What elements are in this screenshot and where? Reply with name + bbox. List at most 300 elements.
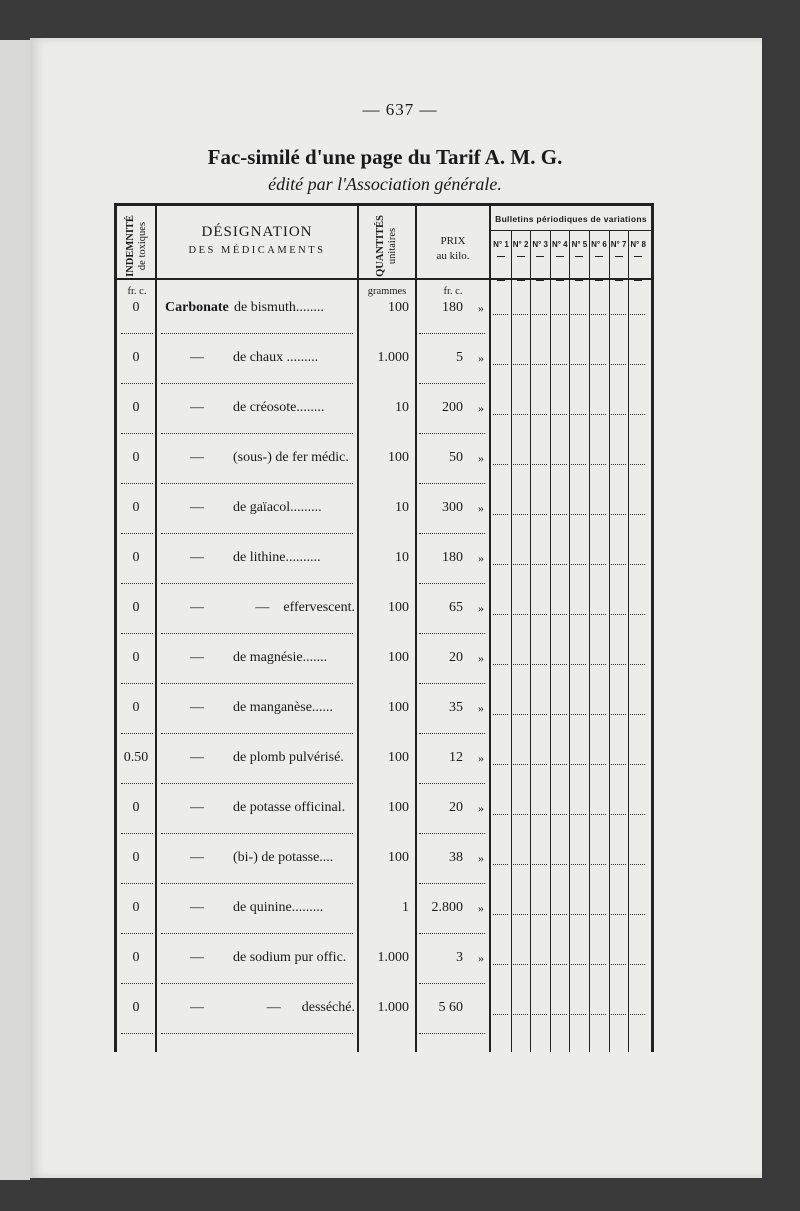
- row-separator: [161, 633, 353, 634]
- bulletin-col-label: N° 4: [551, 240, 568, 249]
- bulletin-col-dash: [615, 280, 623, 281]
- bulletin-dots: [493, 914, 508, 915]
- bulletin-dots: [591, 464, 606, 465]
- row-separator: [419, 383, 485, 384]
- header-prix-title: PRIX: [440, 235, 466, 247]
- bulletin-col-dash: [536, 256, 544, 257]
- bulletin-col-dash: [556, 256, 564, 257]
- row-quantite: 100: [388, 850, 409, 865]
- row-separator: [419, 783, 485, 784]
- row-separator: [161, 833, 353, 834]
- row-indemnite: 0: [132, 800, 140, 815]
- bulletin-dots: [591, 1014, 606, 1015]
- row-mark: »: [478, 551, 484, 565]
- bulletin-dots: [591, 514, 606, 515]
- row-separator: [121, 733, 153, 734]
- bulletin-col-dash: [634, 256, 642, 257]
- bulletin-dots: [532, 414, 547, 415]
- row-prix: 65: [449, 600, 463, 615]
- bulletin-dots: [630, 1014, 645, 1015]
- row-separator: [161, 783, 353, 784]
- bulletin-dots: [513, 414, 528, 415]
- bulletin-dots: [493, 1014, 508, 1015]
- row-medicament: (sous-) de fer médic.: [233, 450, 349, 465]
- row-separator: [419, 933, 485, 934]
- bulletin-dots: [630, 814, 645, 815]
- bulletin-dots: [591, 814, 606, 815]
- bulletin-dots: [611, 814, 626, 815]
- row-prix: 12: [449, 750, 463, 765]
- bulletin-col-label: N° 7: [610, 240, 627, 249]
- bulletin-dots: [611, 864, 626, 865]
- row-separator: [121, 883, 153, 884]
- row-indemnite: 0: [132, 700, 140, 715]
- row-separator: [121, 933, 153, 934]
- row-separator: [419, 683, 485, 684]
- row-separator: [121, 683, 153, 684]
- row-prefix: —: [190, 900, 204, 915]
- bulletin-dots: [493, 314, 508, 315]
- row-separator: [121, 633, 153, 634]
- bulletin-col-dash: [575, 280, 583, 281]
- col-rule: [415, 206, 417, 1052]
- row-medicament: de gaïacol.........: [233, 500, 322, 515]
- row-medicament: de bismuth........: [234, 300, 324, 315]
- row-separator: [419, 633, 485, 634]
- bulletin-dots: [630, 864, 645, 865]
- bulletin-dots: [552, 614, 567, 615]
- bulletin-dots: [552, 414, 567, 415]
- bulletin-dots: [611, 314, 626, 315]
- bulletin-dots: [571, 414, 586, 415]
- row-medicament: de magnésie.......: [233, 650, 328, 665]
- bulletin-dots: [591, 564, 606, 565]
- bulletin-dots: [571, 564, 586, 565]
- bulletin-col-dash: [634, 280, 642, 281]
- row-separator: [419, 433, 485, 434]
- row-separator: [161, 383, 353, 384]
- bulletin-dots: [532, 814, 547, 815]
- bulletin-dots: [513, 914, 528, 915]
- row-quantite: 1.000: [377, 950, 409, 965]
- row-separator: [161, 533, 353, 534]
- row-separator: [121, 433, 153, 434]
- bulletin-col-rule: [628, 230, 629, 1052]
- header-designation-sub: DES MÉDICAMENTS: [188, 245, 326, 256]
- row-prefix: Carbonate: [165, 300, 229, 315]
- bulletin-dots: [552, 814, 567, 815]
- bulletin-dots: [532, 314, 547, 315]
- bulletin-dots: [552, 914, 567, 915]
- bulletin-dots: [591, 714, 606, 715]
- bulletin-dots: [552, 864, 567, 865]
- bulletin-dots: [571, 664, 586, 665]
- row-prix: 5 60: [438, 1000, 463, 1015]
- row-prefix: —: [190, 550, 204, 565]
- row-prefix: —: [190, 950, 204, 965]
- row-separator: [121, 833, 153, 834]
- row-separator: [121, 333, 153, 334]
- bulletin-dots: [493, 864, 508, 865]
- row-prefix: —: [190, 600, 204, 615]
- bulletin-dots: [591, 414, 606, 415]
- bulletin-dots: [513, 714, 528, 715]
- row-medicament: (bi-) de potasse....: [233, 850, 334, 865]
- bulletin-col-label: N° 6: [591, 240, 607, 249]
- bulletin-dots: [591, 964, 606, 965]
- header-quantites-line2: unitaires: [387, 227, 398, 265]
- row-separator: [161, 933, 353, 934]
- bulletin-dots: [493, 514, 508, 515]
- bulletin-dots: [552, 1014, 567, 1015]
- bulletin-dots: [611, 664, 626, 665]
- bulletin-dots: [571, 964, 586, 965]
- row-medicament: de plomb pulvérisé.: [233, 750, 344, 765]
- bulletin-col-rule: [609, 230, 610, 1052]
- row-quantite: 1: [402, 900, 409, 915]
- row-prefix: —: [190, 450, 204, 465]
- bulletin-dots: [630, 314, 645, 315]
- row-separator: [121, 533, 153, 534]
- row-prix: 3: [456, 950, 463, 965]
- row-separator: [161, 1033, 353, 1034]
- bulletin-col-rule: [589, 230, 590, 1052]
- page-number: — 637 —: [362, 100, 438, 119]
- row-medicament: de potasse officinal.: [233, 800, 346, 815]
- bulletin-col-dash: [556, 280, 564, 281]
- bulletin-col-dash: [517, 280, 525, 281]
- bulletin-dots: [552, 564, 567, 565]
- bulletin-dots: [493, 664, 508, 665]
- row-mark: »: [478, 601, 484, 615]
- row-prefix: —: [190, 400, 204, 415]
- bulletin-dots: [630, 564, 645, 565]
- bulletin-header-rule: [491, 230, 651, 231]
- tariff-table: [114, 203, 654, 1052]
- bulletin-col-dash: [575, 256, 583, 257]
- bulletin-dots: [611, 564, 626, 565]
- row-quantite: 100: [388, 600, 409, 615]
- bulletin-dots: [611, 414, 626, 415]
- bulletin-col-label: N° 8: [630, 240, 647, 249]
- row-separator: [121, 483, 153, 484]
- row-separator: [419, 1033, 485, 1034]
- bulletin-dots: [493, 764, 508, 765]
- row-mark: »: [478, 501, 484, 515]
- row-prix: 50: [449, 450, 463, 465]
- row-indemnite: 0: [132, 550, 140, 565]
- bulletin-dots: [611, 614, 626, 615]
- row-medicament: de sodium pur offic.: [233, 950, 347, 965]
- bulletin-dots: [571, 614, 586, 615]
- bulletin-dots: [513, 664, 528, 665]
- bulletin-dots: [532, 864, 547, 865]
- bulletin-col-dash: [595, 256, 603, 257]
- bulletin-dots: [493, 614, 508, 615]
- bulletin-col-label: N° 1: [493, 240, 509, 249]
- row-indemnite: 0: [132, 300, 140, 315]
- row-prix: 180: [442, 550, 463, 565]
- unit-indemnite: fr. c.: [127, 286, 147, 297]
- row-quantite: 100: [388, 650, 409, 665]
- header-indemnite-line1: INDEMNITÉ: [125, 215, 136, 277]
- bulletin-dots: [591, 364, 606, 365]
- bulletin-dots: [571, 814, 586, 815]
- bulletin-dots: [630, 414, 645, 415]
- bulletin-dots: [552, 314, 567, 315]
- row-prix: 20: [449, 800, 463, 815]
- col-rule: [357, 206, 359, 1052]
- row-medicament: de chaux .........: [233, 350, 319, 365]
- row-prefix: —: [190, 800, 204, 815]
- row-separator: [419, 983, 485, 984]
- bulletin-dots: [493, 714, 508, 715]
- bulletin-dots: [630, 714, 645, 715]
- row-prix: 200: [442, 400, 463, 415]
- bulletin-dots: [532, 614, 547, 615]
- row-separator: [161, 883, 353, 884]
- row-indemnite: 0: [132, 850, 140, 865]
- bulletin-dots: [571, 864, 586, 865]
- row-separator: [161, 733, 353, 734]
- bulletin-dots: [630, 364, 645, 365]
- row-quantite: 100: [388, 700, 409, 715]
- row-quantite: 1.000: [377, 350, 409, 365]
- bulletin-dots: [532, 714, 547, 715]
- row-separator: [161, 683, 353, 684]
- bulletin-dots: [630, 464, 645, 465]
- bulletin-dots: [630, 614, 645, 615]
- bulletin-dots: [552, 364, 567, 365]
- bulletin-dots: [532, 964, 547, 965]
- bulletin-dots: [630, 914, 645, 915]
- row-prix: 35: [449, 700, 463, 715]
- page-subtitle: édité par l'Association générale.: [268, 174, 502, 194]
- bulletin-dots: [571, 764, 586, 765]
- row-mark: »: [478, 351, 484, 365]
- bulletin-dots: [611, 964, 626, 965]
- row-medicament: de lithine..........: [233, 550, 321, 565]
- bulletin-dots: [552, 464, 567, 465]
- bulletin-col-dash: [497, 280, 505, 281]
- bulletin-col-rule: [530, 230, 531, 1052]
- bulletin-dots: [591, 314, 606, 315]
- row-prefix: —: [190, 850, 204, 865]
- unit-prix: fr. c.: [443, 286, 463, 297]
- bulletin-dots: [513, 964, 528, 965]
- row-prix: 180: [442, 300, 463, 315]
- bulletin-dots: [591, 614, 606, 615]
- header-designation-title: DÉSIGNATION: [201, 224, 313, 240]
- header-prix-sub: au kilo.: [436, 250, 470, 262]
- bulletin-dots: [571, 1014, 586, 1015]
- bulletin-dots: [513, 464, 528, 465]
- bulletin-dots: [571, 364, 586, 365]
- row-mark: »: [478, 401, 484, 415]
- bulletin-dots: [611, 1014, 626, 1015]
- bulletin-col-dash: [595, 280, 603, 281]
- row-indemnite: 0.50: [123, 750, 149, 765]
- row-prefix: —: [190, 700, 204, 715]
- row-separator: [121, 783, 153, 784]
- bulletin-dots: [532, 764, 547, 765]
- row-mark: »: [478, 701, 484, 715]
- row-separator: [419, 883, 485, 884]
- bulletin-dots: [552, 514, 567, 515]
- header-bulletins: Bulletins périodiques de variations: [495, 214, 647, 224]
- bulletin-dots: [571, 464, 586, 465]
- row-separator: [121, 383, 153, 384]
- row-prix: 5: [456, 350, 463, 365]
- bulletin-col-rule: [550, 230, 551, 1052]
- bulletin-dots: [532, 914, 547, 915]
- bulletin-dots: [513, 364, 528, 365]
- row-quantite: 1.000: [377, 1000, 409, 1015]
- row-prefix: —: [190, 750, 204, 765]
- row-quantite: 100: [388, 800, 409, 815]
- bulletin-col-label: N° 5: [571, 240, 588, 249]
- bulletin-dots: [513, 864, 528, 865]
- bulletin-dots: [611, 714, 626, 715]
- row-prix: 300: [442, 500, 463, 515]
- bulletin-dots: [513, 1014, 528, 1015]
- bulletin-dots: [532, 514, 547, 515]
- row-separator: [161, 483, 353, 484]
- bulletin-dots: [493, 364, 508, 365]
- header-bottom-rule: [117, 278, 651, 280]
- row-prix: 2.800: [431, 900, 463, 915]
- row-separator: [419, 533, 485, 534]
- row-separator: [419, 733, 485, 734]
- row-quantite: 10: [395, 550, 409, 565]
- bulletin-col-rule: [569, 230, 570, 1052]
- bulletin-dots: [513, 614, 528, 615]
- row-mark: »: [478, 301, 484, 315]
- bulletin-dots: [552, 764, 567, 765]
- row-quantite: 10: [395, 500, 409, 515]
- row-prefix: —: [190, 500, 204, 515]
- bulletin-dots: [630, 764, 645, 765]
- bulletin-dots: [513, 314, 528, 315]
- row-mark: »: [478, 801, 484, 815]
- row-prefix: —: [190, 350, 204, 365]
- unit-quantites: grammes: [367, 286, 407, 297]
- bulletin-dots: [630, 514, 645, 515]
- row-separator: [419, 583, 485, 584]
- header-indemnite-line2: de toxiques: [137, 221, 148, 271]
- row-separator: [161, 583, 353, 584]
- page-title: Fac-similé d'une page du Tarif A. M. G.: [207, 145, 563, 169]
- row-prefix: —: [190, 650, 204, 665]
- row-mark: »: [478, 901, 484, 915]
- row-indemnite: 0: [132, 350, 140, 365]
- row-separator: [161, 983, 353, 984]
- bulletin-dots: [611, 464, 626, 465]
- facing-page-edge: [0, 40, 30, 1180]
- bulletin-col-rule: [511, 230, 512, 1052]
- bulletin-dots: [571, 314, 586, 315]
- bulletin-dots: [611, 764, 626, 765]
- bulletin-dots: [532, 364, 547, 365]
- row-mark: »: [478, 851, 484, 865]
- row-medicament: — effervescent.: [255, 600, 355, 615]
- row-prix: 38: [449, 850, 463, 865]
- row-separator: [419, 483, 485, 484]
- col-rule: [489, 206, 491, 1052]
- bulletin-dots: [630, 664, 645, 665]
- row-separator: [419, 333, 485, 334]
- bulletin-dots: [571, 914, 586, 915]
- header-prix: [417, 234, 489, 264]
- bulletin-dots: [591, 914, 606, 915]
- row-quantite: 100: [388, 300, 409, 315]
- row-prix: 20: [449, 650, 463, 665]
- bulletin-dots: [532, 464, 547, 465]
- bulletin-dots: [591, 664, 606, 665]
- bulletin-dots: [493, 414, 508, 415]
- bulletin-dots: [591, 864, 606, 865]
- header-indemnite: [120, 214, 154, 278]
- bulletin-dots: [571, 514, 586, 515]
- row-indemnite: 0: [132, 400, 140, 415]
- bulletin-dots: [611, 914, 626, 915]
- row-indemnite: 0: [132, 450, 140, 465]
- bulletin-dots: [532, 664, 547, 665]
- row-medicament: de créosote........: [233, 400, 325, 415]
- row-medicament: — desséché.: [266, 1000, 355, 1015]
- bulletin-dots: [493, 564, 508, 565]
- row-medicament: de manganèse......: [233, 700, 333, 715]
- bulletin-dots: [532, 564, 547, 565]
- bulletin-dots: [513, 814, 528, 815]
- bulletin-dots: [571, 714, 586, 715]
- header-quantites-line1: QUANTITÉS: [375, 215, 386, 277]
- bulletin-dots: [513, 564, 528, 565]
- bulletin-col-dash: [536, 280, 544, 281]
- row-quantite: 100: [388, 750, 409, 765]
- bulletin-dots: [513, 764, 528, 765]
- row-mark: »: [478, 651, 484, 665]
- row-mark: »: [478, 751, 484, 765]
- row-mark: »: [478, 451, 484, 465]
- bulletin-dots: [493, 464, 508, 465]
- row-separator: [161, 433, 353, 434]
- row-separator: [419, 833, 485, 834]
- bulletin-dots: [630, 964, 645, 965]
- row-separator: [161, 333, 353, 334]
- row-mark: »: [478, 951, 484, 965]
- bulletin-col-dash: [497, 256, 505, 257]
- row-separator: [121, 983, 153, 984]
- bulletin-dots: [611, 364, 626, 365]
- row-indemnite: 0: [132, 600, 140, 615]
- row-separator: [121, 1033, 153, 1034]
- bulletin-col-label: N° 3: [532, 240, 549, 249]
- col-rule: [155, 206, 157, 1052]
- bulletin-dots: [611, 514, 626, 515]
- row-prefix: —: [190, 1000, 204, 1015]
- header-quantites: [359, 214, 415, 278]
- bulletin-col-dash: [517, 256, 525, 257]
- bulletin-dots: [591, 764, 606, 765]
- bulletin-col-dash: [615, 256, 623, 257]
- row-separator: [121, 583, 153, 584]
- row-indemnite: 0: [132, 1000, 140, 1015]
- header-designation: [157, 224, 357, 256]
- bulletin-dots: [552, 964, 567, 965]
- bulletin-dots: [552, 714, 567, 715]
- row-quantite: 100: [388, 450, 409, 465]
